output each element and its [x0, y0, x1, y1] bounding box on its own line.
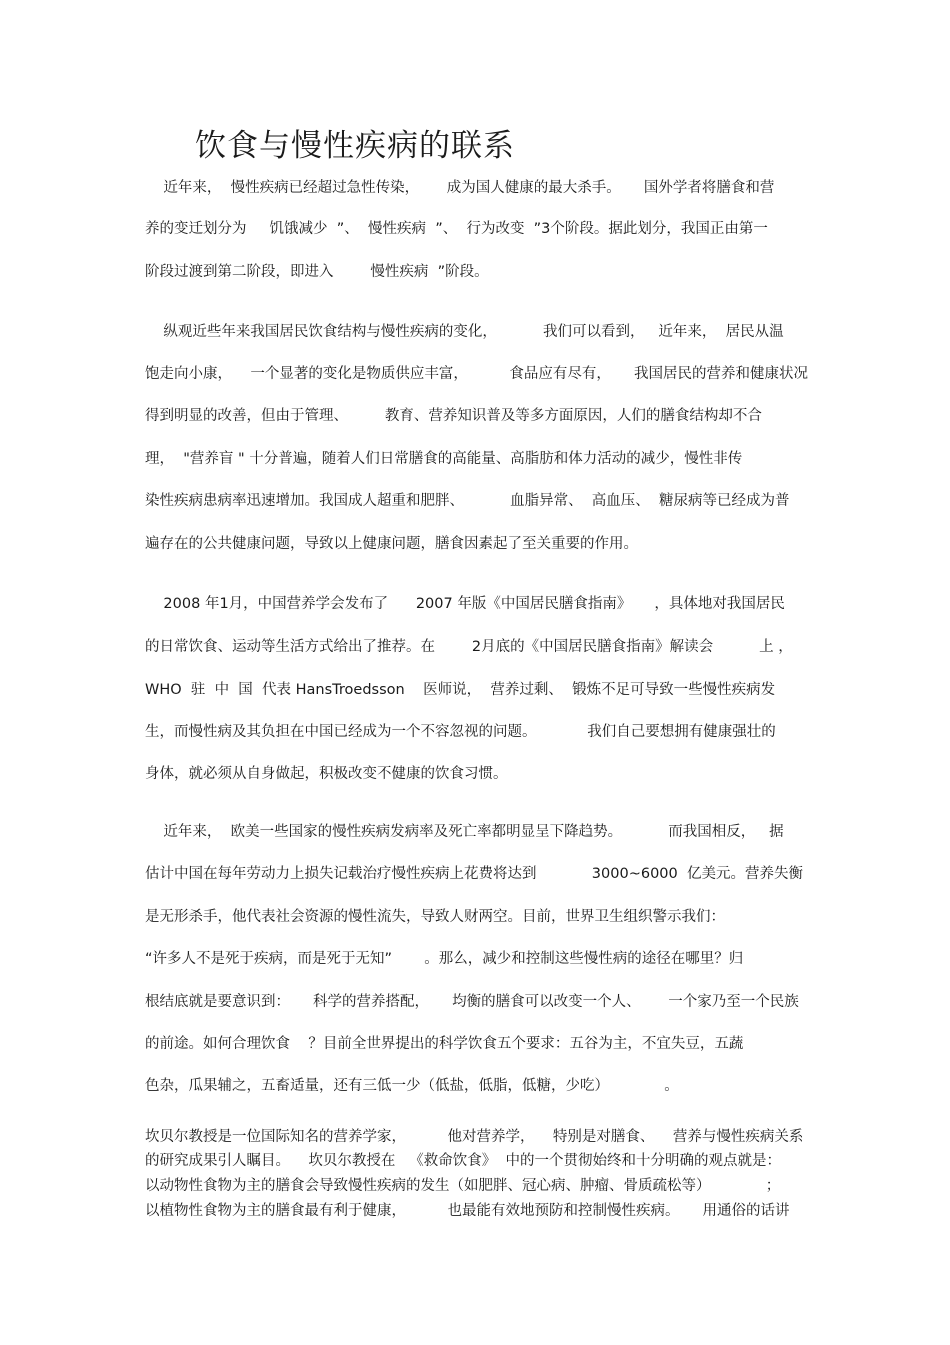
text-line: 的研究成果引人瞩目。 坎贝尔教授在 《救命饮食》 中的一个贯彻始终和十分明确的观点就是： — [145, 1153, 781, 1169]
text-line: 以植物性食物为主的膳食最有利于健康， 也最能有效地预防和控制慢性疾病。 用通俗的话讲 — [145, 1203, 790, 1219]
text-line: 是无形杀手，他代表社会资源的慢性流失，导致人财两空。目前，世界卫生组织警示我们： — [145, 909, 725, 925]
text-line: 的前途。如何合理饮食 ？目前全世界提出的科学饮食五个要求：五谷为主，不宜失豆，五蔬 — [145, 1036, 744, 1052]
text-line: 养的变迁划分为 饥饿减少 ”、 慢性疾病 ”、 行为改变 ”3个阶段。据此划分，我国正由第一 — [145, 221, 768, 237]
text-line: 估计中国在每年劳动力上损失记载治疗慢性疾病上花费将达到 3000~6000 亿美元。营养失衡 — [145, 866, 803, 882]
text-line: 根结底就是要意识到： 科学的营养搭配， 均衡的膳食可以改变一个人、 一个家乃至一个民族 — [145, 994, 799, 1010]
text-line: 坎贝尔教授是一位国际知名的营养学家， 他对营养学， 特别是对膳食、 营养与慢性疾病关系 — [145, 1129, 804, 1145]
text-line: “许多人不是死于疾病，而是死于无知” 。那么，减少和控制这些慢性病的途径在哪里？归 — [145, 951, 744, 967]
text-line: 遍存在的公共健康问题，导致以上健康问题，膳食因素起了至关重要的作用。 — [145, 536, 638, 552]
text-line: 色杂，瓜果辅之，五畜适量，还有三低一少（低盐，低脂，低糖，少吃） 。 — [145, 1078, 679, 1094]
text-line: 近年来， 慢性疾病已经超过急性传染， 成为国人健康的最大杀手。 国外学者将膳食和营 — [145, 180, 775, 196]
text-line: 以动物性食物为主的膳食会导致慢性疾病的发生（如肥胖、冠心病、肿瘤、骨质疏松等） ； — [145, 1178, 781, 1194]
text-line: 阶段过渡到第二阶段，即进入 慢性疾病 ”阶段。 — [145, 264, 489, 280]
text-line: 理， "营养盲 " 十分普遍，随着人们日常膳食的高能量、高脂肪和体力活动的减少，慢性非传 — [145, 451, 743, 467]
text-line: 得到明显的改善，但由于管理、 教育、营养知识普及等多方面原因，人们的膳食结构却不合 — [145, 408, 762, 424]
text-line: 纵观近些年来我国居民饮食结构与慢性疾病的变化， 我们可以看到， 近年来， 居民从温 — [145, 324, 784, 340]
text-line: WHO 驻 中 国 代表 HansTroedsson 医师说， 营养过剩、 锻炼不足可导致一些慢性疾病发 — [145, 682, 776, 698]
text-line: 2008 年1月，中国营养学会发布了 2007 年版《中国居民膳食指南》 ，具体地对我国居民 — [145, 596, 785, 612]
text-line: 近年来， 欧美一些国家的慢性疾病发病率及死亡率都明显呈下降趋势。 而我国相反， 据 — [145, 824, 784, 840]
text-line: 生，而慢性病及其负担在中国已经成为一个不容忽视的问题。 我们自己要想拥有健康强壮的 — [145, 724, 776, 740]
text-line: 饱走向小康， 一个显著的变化是物质供应丰富， 食品应有尽有， 我国居民的营养和健康状况 — [145, 366, 808, 382]
text-line: 染性疾病患病率迅速增加。我国成人超重和肥胖、 血脂异常、 高血压、 糖尿病等已经成为普 — [145, 493, 790, 509]
text-line: 身体，就必须从自身做起，积极改变不健康的饮食习惯。 — [145, 766, 508, 782]
page-title: 饮食与慢性疾病的联系 — [195, 128, 515, 164]
text-line: 的日常饮食、运动等生活方式给出了推荐。在 2月底的《中国居民膳食指南》解读会 上 ， — [145, 639, 793, 655]
